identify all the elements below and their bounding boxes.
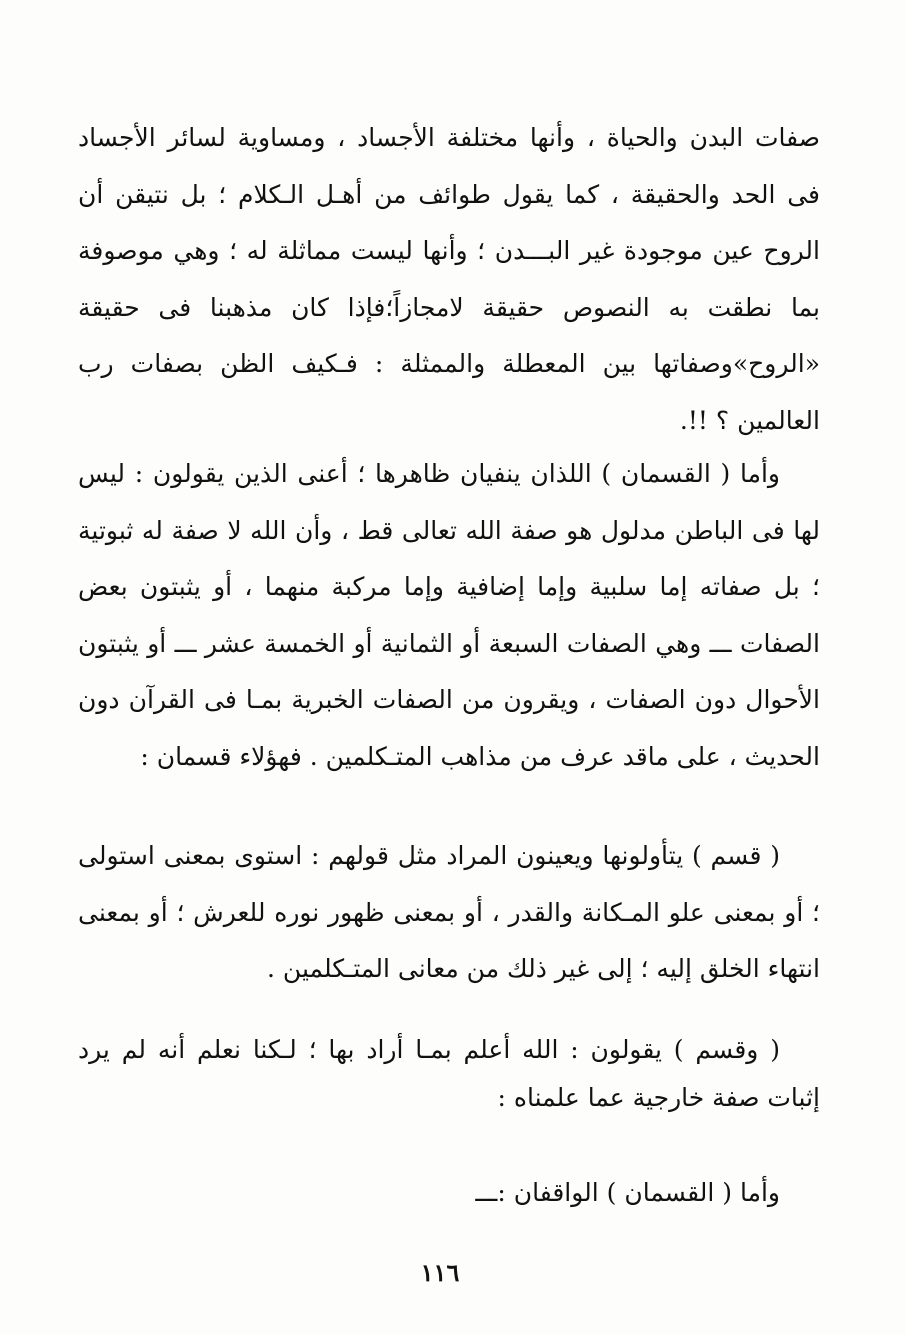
paragraph-5 [78,1165,820,1222]
paragraph-text: ( قسم ) يتأولونها ويعينون المراد مثل قولهم : استوى بمعنى استولى ؛ أو بمعنى علو المـكانة والقدر ، أو بمعنى ظهور نوره للعرش ؛ أو بمعنى انتهاء الخلق إليه ؛ إلى غير ذلك من معانى المتـكلمين . [78,841,820,984]
paragraph-1 [78,110,820,450]
paragraph-text: وأما ( القسمان ) الواقفان :ـــ [475,1178,780,1207]
paragraph-text: وأما ( القسمان ) اللذان ينفيان ظاهرها ؛ أعنى الذين يقولون : ليس لها فى الباطن مدلول هو صفة الله تعالى قط ، وأن الله لا صفة له ثبوتية ؛ بل صفاته إما سلبية وإما إضافية وإما مركبة منهما ، أو يثبتون بعض الصفات ـــ وهي الصفات السبعة أو الثمانية أو الخمسة عشر ـــ أو يثبتون الأحوال دون الصفات ، ويقرون من الصفات الخبرية بمـا فى القرآن دون الحديث ، على ماقد عرف من مذاهب المتـكلمين . فهؤلاء قسمان : [78,459,820,771]
paragraph-4 [78,1026,820,1122]
paragraph-text: ( وقسم ) يقولون : الله أعلم بمـا أراد بها ؛ لـكنا نعلم أنه لم يرد إثبات صفة خارجية عما علمناه : [78,1035,820,1112]
paragraph-2 [78,446,820,786]
paragraph-3 [78,828,820,998]
paragraph-text: صفات البدن والحياة ، وأنها مختلفة الأجساد ، ومساوية لسائر الأجساد فى الحد والحقيقة ، كما يقول طوائف من أهـل الـكلام ؛ بل نتيقن أن الروح عين موجودة غير البـــدن ؛ وأنها ليست مماثلة له ؛ وهي موصوفة بما نطقت به النصوص حقيقة لامجازاً؛فإذا كان مذهبنا فى حقيقة «الروح»وصفاتها بين المعطلة والممثلة : فـكيف الظن بصفات رب العالمين ؟ !!. [78,123,820,435]
page-number: ١١٦ [420,1258,460,1287]
